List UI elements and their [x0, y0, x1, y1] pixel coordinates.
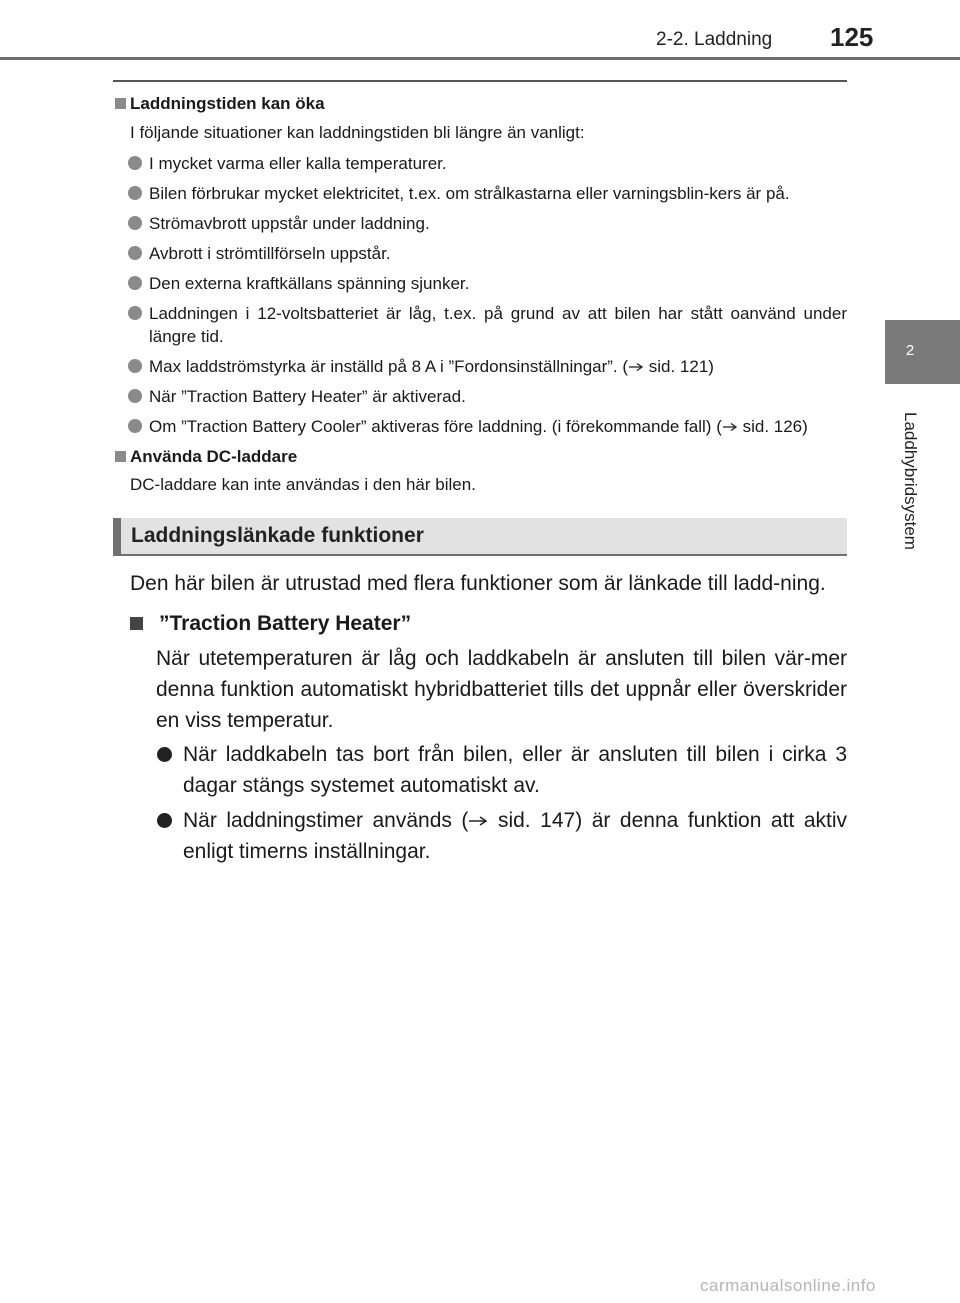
dc-charger-text: DC-laddare kan inte användas i den här bilen.	[130, 475, 476, 494]
bullet-dot-icon	[128, 216, 142, 230]
chapter-tab	[885, 320, 960, 384]
right-arrow-icon	[628, 355, 644, 378]
list-item: Laddningen i 12-voltsbatteriet är låg, t.ex. på grund av att bilen har stått oanvänd under längre tid.	[113, 302, 847, 348]
heading-dc-charger: Använda DC-laddare	[113, 445, 847, 468]
bullet-dot-icon	[128, 389, 142, 403]
section-intro: Den här bilen är utrustad med flera funktioner som är länkade till ladd-ning.	[130, 572, 826, 595]
list-item: När ”Traction Battery Heater” är aktiverad.	[113, 385, 847, 408]
list-item: När laddningstimer används ( sid. 147) är denna funktion att aktiv enligt timerns inställningar.	[113, 805, 847, 867]
bullet-dot-icon	[128, 156, 142, 170]
heading-traction-battery-heater: ”Traction Battery Heater”	[113, 608, 847, 639]
page-content	[113, 90, 847, 871]
list-item: Den externa kraftkällans spänning sjunker.	[113, 272, 847, 295]
heater-notes-list	[113, 739, 847, 867]
bullet-dot-icon	[128, 359, 142, 373]
heater-description: När utetemperaturen är låg och laddkabeln är ansluten till bilen vär-mer denna funktion automatiskt hybridbatteriet tills det uppnår eller överskrider en viss temperatur.	[156, 647, 847, 732]
watermark-text: carmanualsonline.info	[700, 1276, 876, 1295]
bullet-dot-icon	[128, 419, 142, 433]
bullet-dot-icon	[157, 813, 172, 828]
list-item: Strömavbrott uppstår under laddning.	[113, 212, 847, 235]
header-rule	[0, 57, 960, 60]
list-item: Max laddströmstyrka är inställd på 8 A i ”Fordonsinställningar”. ( sid. 121)	[113, 355, 847, 378]
section-title: Laddningslänkade funktioner	[131, 524, 424, 547]
bullet-dot-icon	[128, 276, 142, 290]
right-arrow-icon	[468, 805, 488, 836]
heading-charging-time: Laddningstiden kan öka	[113, 92, 847, 115]
charging-time-list	[113, 152, 847, 438]
header-section-title: 2-2. Laddning	[656, 29, 773, 50]
list-item: Bilen förbrukar mycket elektricitet, t.ex. om strålkastarna eller varningsblin-kers är på.	[113, 182, 847, 205]
charging-time-intro: I följande situationer kan laddningstiden bli längre än vanligt:	[130, 123, 585, 142]
content-top-rule	[113, 80, 847, 82]
bullet-dot-icon	[157, 747, 172, 762]
chapter-tab-label: Laddhybridsystem	[901, 412, 920, 550]
right-arrow-icon	[722, 415, 738, 438]
list-item: I mycket varma eller kalla temperaturer.	[113, 152, 847, 175]
list-item: När laddkabeln tas bort från bilen, eller är ansluten till bilen i cirka 3 dagar stängs systemet automatiskt av.	[113, 739, 847, 801]
page-number: 125	[830, 22, 874, 52]
chapter-tab-number: 2	[905, 342, 915, 359]
bullet-dot-icon	[128, 306, 142, 320]
list-item: Om ”Traction Battery Cooler” aktiveras före laddning. (i förekommande fall) ( sid. 126)	[113, 415, 847, 438]
list-item: Avbrott i strömtillförseln uppstår.	[113, 242, 847, 265]
bullet-dot-icon	[128, 246, 142, 260]
section-title-bar	[113, 518, 847, 556]
bullet-dot-icon	[128, 186, 142, 200]
